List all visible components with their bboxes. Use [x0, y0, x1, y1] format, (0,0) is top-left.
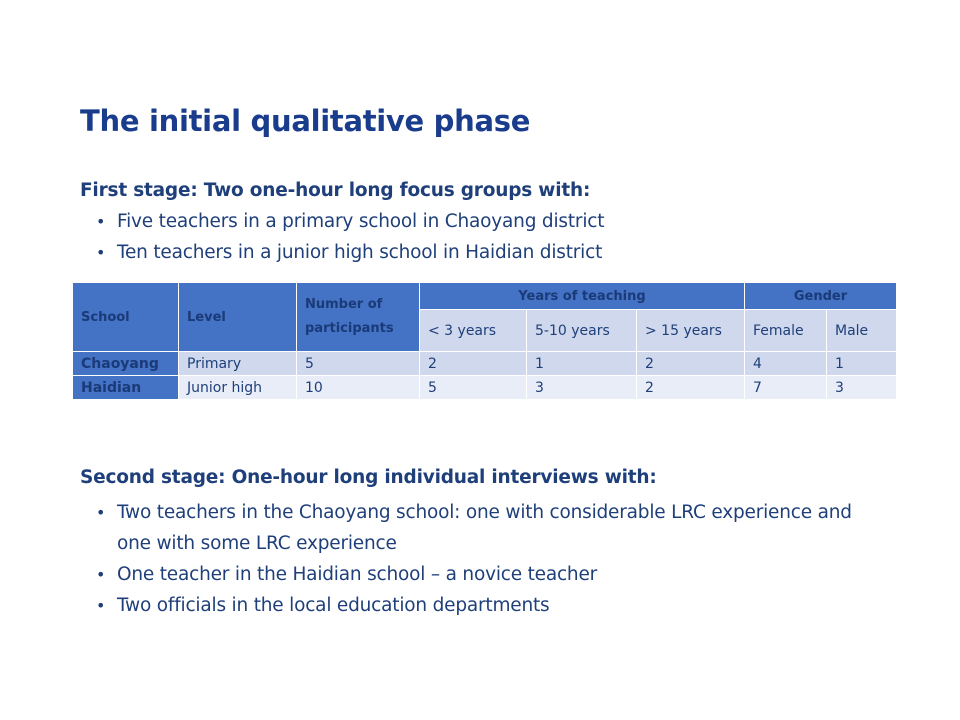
header-years-of-teaching: Years of teaching [420, 283, 745, 310]
cell-5-10-years: 1 [527, 352, 637, 376]
bullet-icon: • [96, 212, 106, 231]
cell-school: Haidian [73, 376, 179, 400]
subheader-female: Female [745, 310, 827, 352]
cell-female: 4 [745, 352, 827, 376]
cell-lt3-years: 5 [420, 376, 527, 400]
header-participants: Number of participants [297, 283, 420, 352]
stage1-bullet-list [80, 206, 900, 268]
slide-title: The initial qualitative phase [80, 104, 531, 138]
subheader-gt15-years: > 15 years [637, 310, 745, 352]
bullet-icon: • [96, 503, 106, 522]
bullet-icon: • [96, 596, 106, 615]
cell-lt3-years: 2 [420, 352, 527, 376]
cell-gt15-years: 2 [637, 352, 745, 376]
cell-5-10-years: 3 [527, 376, 637, 400]
bullet-icon: • [96, 243, 106, 262]
list-item: • Two teachers in the Chaoyang school: one with considerable LRC experience and one with some LRC experience [80, 497, 860, 559]
list-item: • One teacher in the Haidian school – a novice teacher [80, 559, 860, 590]
focus-group-table [72, 282, 897, 400]
subheader-lt3-years: < 3 years [420, 310, 527, 352]
cell-level: Junior high [179, 376, 297, 400]
cell-school: Chaoyang [73, 352, 179, 376]
table-row [73, 376, 897, 400]
header-level: Level [179, 283, 297, 352]
cell-participants: 10 [297, 376, 420, 400]
list-item: • Ten teachers in a junior high school in Haidian district [80, 237, 900, 268]
header-school: School [73, 283, 179, 352]
cell-female: 7 [745, 376, 827, 400]
table-row [73, 352, 897, 376]
stage1-heading: First stage: Two one-hour long focus groups with: [80, 180, 591, 201]
cell-gt15-years: 2 [637, 376, 745, 400]
stage2-heading: Second stage: One-hour long individual interviews with: [80, 467, 657, 488]
subheader-male: Male [827, 310, 897, 352]
list-item: • Two officials in the local education departments [80, 590, 860, 621]
cell-male: 1 [827, 352, 897, 376]
header-gender: Gender [745, 283, 897, 310]
bullet-icon: • [96, 565, 106, 584]
cell-participants: 5 [297, 352, 420, 376]
cell-male: 3 [827, 376, 897, 400]
subheader-5-10-years: 5-10 years [527, 310, 637, 352]
list-item: • Five teachers in a primary school in Chaoyang district [80, 206, 900, 237]
cell-level: Primary [179, 352, 297, 376]
stage2-bullet-list [80, 497, 860, 621]
